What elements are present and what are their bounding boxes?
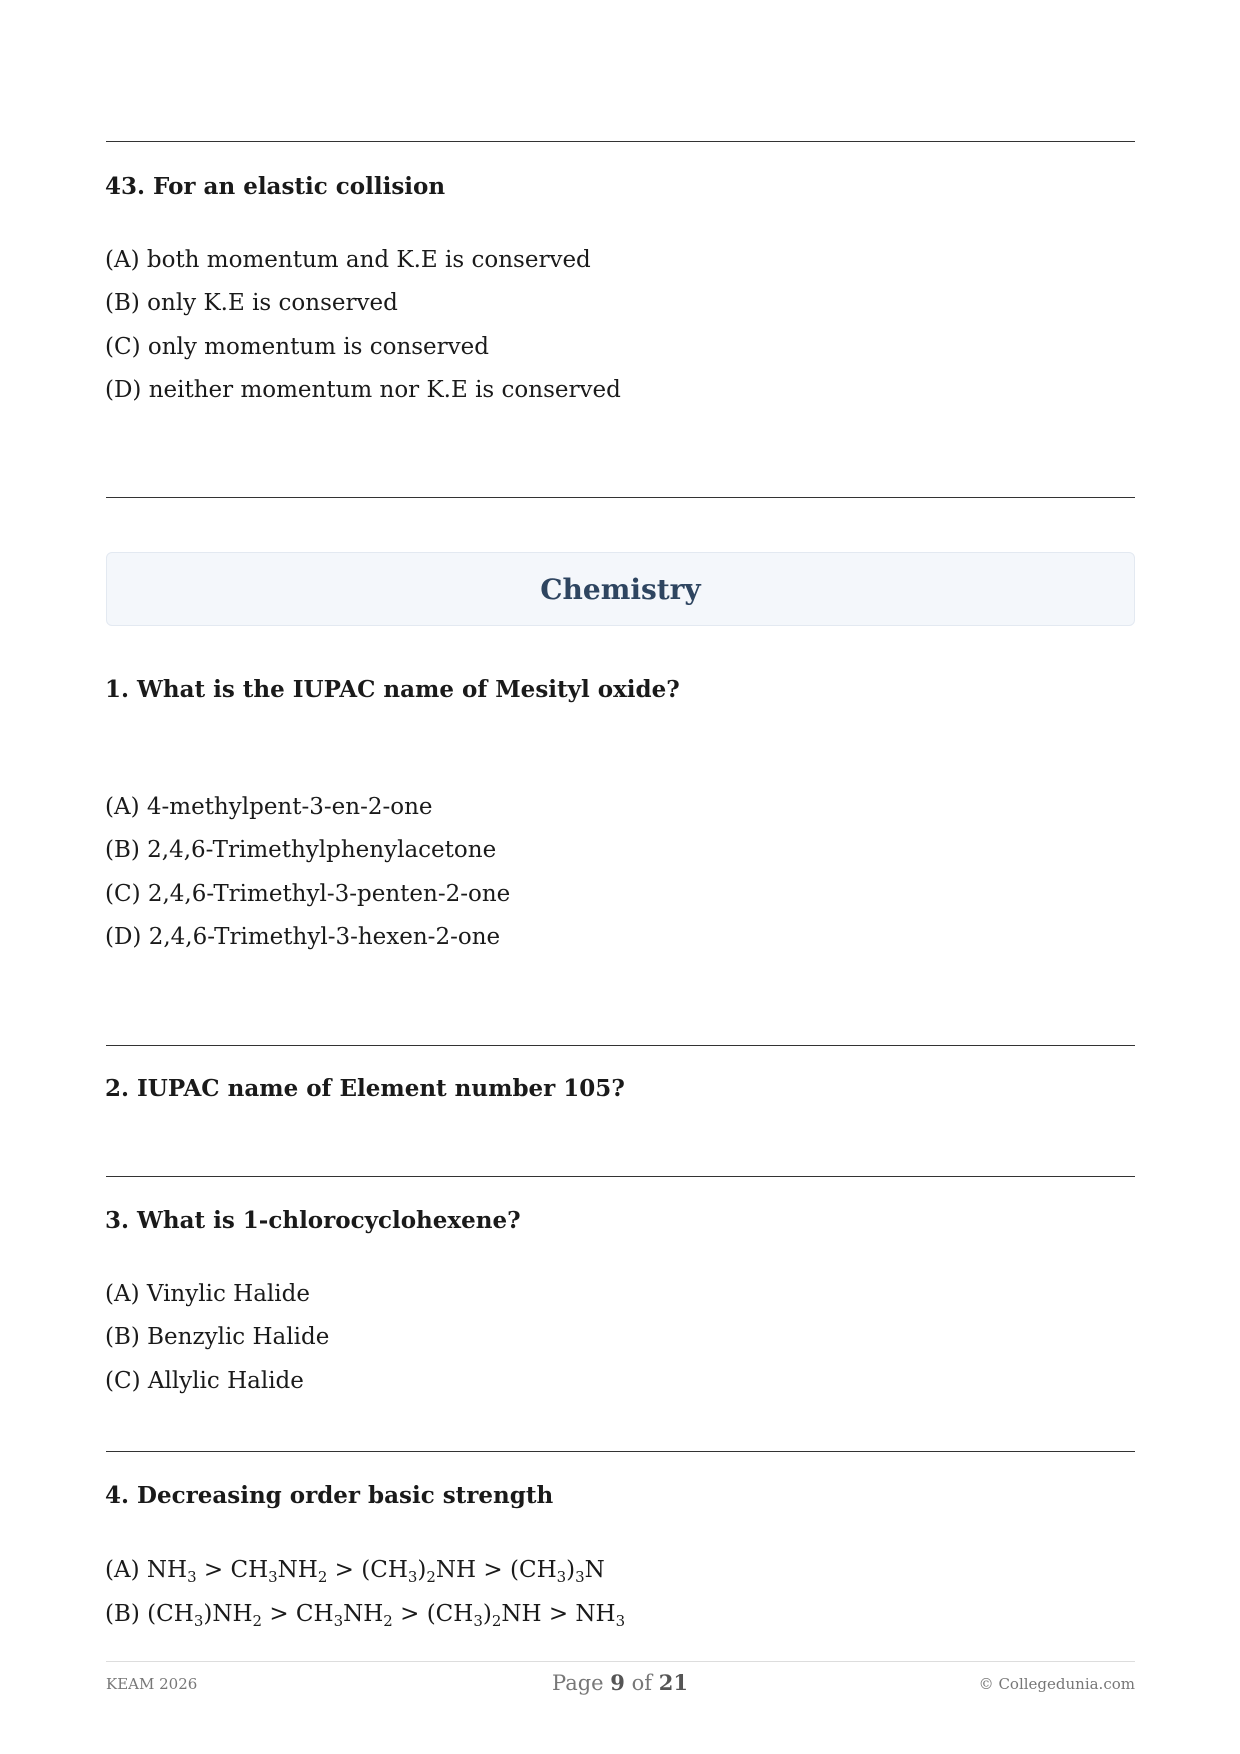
question-43-title: 43. For an elastic collision — [105, 173, 446, 200]
page-number: Page 9 of 21 — [552, 1670, 688, 1695]
question-2-title: 2. IUPAC name of Element number 105? — [105, 1075, 625, 1102]
divider — [106, 1451, 1135, 1452]
divider — [106, 497, 1135, 498]
option-a: (A) $NH_3 > CH_3NH_2 > (CH_3)_2NH > (CH_3)_3N$ — [105, 1557, 605, 1587]
option-c: (C) only momentum is conserved — [105, 334, 489, 360]
option-b: (B) 2,4,6-Trimethylphenylacetone — [105, 837, 497, 863]
section-title: Chemistry — [540, 572, 701, 606]
option-d: (D) neither momentum nor K.E is conserved — [105, 377, 621, 403]
option-a: (A) Vinylic Halide — [105, 1281, 310, 1307]
divider — [106, 141, 1135, 142]
option-d: (D) 2,4,6-Trimethyl-3-hexen-2-one — [105, 924, 501, 950]
option-b: (B) only K.E is conserved — [105, 290, 398, 316]
option-b: (B) $(CH_3)NH_2 > CH_3NH_2 > (CH_3)_2NH > NH_3$ — [105, 1601, 626, 1631]
option-c: (C) 2,4,6-Trimethyl-3-penten-2-one — [105, 881, 511, 907]
section-banner — [106, 552, 1135, 626]
question-1-title: 1. What is the IUPAC name of Mesityl oxide? — [105, 676, 680, 703]
footer-exam-name: KEAM 2026 — [106, 1675, 198, 1693]
question-4-title: 4. Decreasing order basic strength — [105, 1482, 554, 1509]
option-a: (A) both momentum and K.E is conserved — [105, 247, 591, 273]
footer-copyright: © Collegedunia.com — [978, 1675, 1135, 1693]
question-3-title: 3. What is 1-chlorocyclohexene? — [105, 1207, 521, 1234]
option-c: (C) Allylic Halide — [105, 1368, 304, 1394]
footer-divider — [106, 1661, 1135, 1662]
option-b: (B) Benzylic Halide — [105, 1324, 330, 1350]
option-a: (A) 4-methylpent-3-en-2-one — [105, 794, 433, 820]
divider — [106, 1045, 1135, 1046]
divider — [106, 1176, 1135, 1177]
